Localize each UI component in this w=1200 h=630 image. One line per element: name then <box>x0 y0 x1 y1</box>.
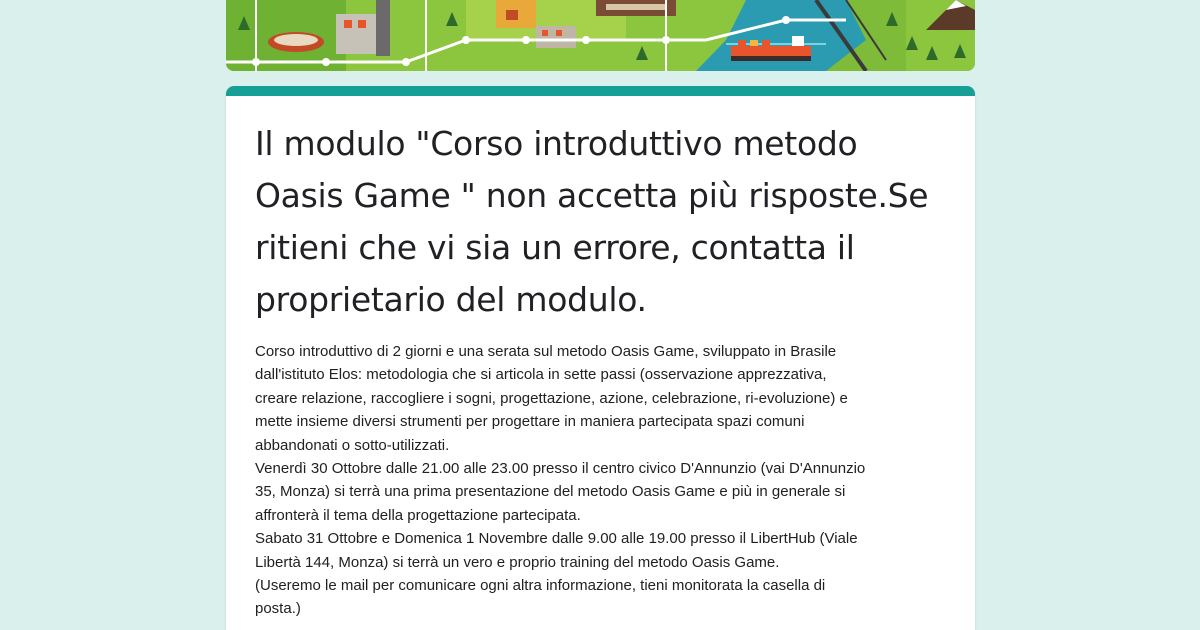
description-line: Corso introduttivo di 2 giorni e una serata sul metodo Oasis Game, sviluppato in Brasile <box>255 343 837 360</box>
description-line: mette insieme diversi strumenti per progettare in maniera partecipata spazi comuni <box>255 413 805 431</box>
description-line: Venerdì 30 Ottobre dalle 21.00 alle 23.00 presso il centro civico D'Annunzio (vai D'Annunzio <box>255 460 866 478</box>
description-line: posta.) <box>255 600 301 618</box>
description-line: creare relazione, raccogliere i sogni, progettazione, azione, celebrazione, ri-evoluzione) e <box>255 389 848 407</box>
description-line: abbandonati o sotto-utilizzati. <box>255 436 450 454</box>
form-card <box>226 86 975 630</box>
form-description <box>255 340 945 621</box>
description-line: Libertà 144, Monza) si terrà un vero e proprio training del metodo Oasis Game. <box>255 553 780 571</box>
description-line: dall'istituto Elos: metodologia che si articola in sette passi (osservazione apprezzativa, <box>255 366 827 384</box>
form-title: Il modulo "Corso introduttivo metodo Oasis Game " non accetta più risposte.Se ritieni che vi sia un errore, contatta il proprietario del modulo. <box>255 124 929 319</box>
header-banner-image <box>226 0 975 71</box>
city-map-illustration <box>226 0 975 71</box>
description-line: affronterà il tema della progettazione partecipata. <box>255 506 581 524</box>
description-line: 35, Monza) si terrà una prima presentazione del metodo Oasis Game e più in generale si <box>255 483 846 501</box>
description-line: Sabato 31 Ottobre e Domenica 1 Novembre dalle 9.00 alle 19.00 presso il LibertHub (Viale <box>255 530 858 548</box>
description-line: (Useremo le mail per comunicare ogni altra informazione, tieni monitorata la casella di <box>255 577 826 595</box>
